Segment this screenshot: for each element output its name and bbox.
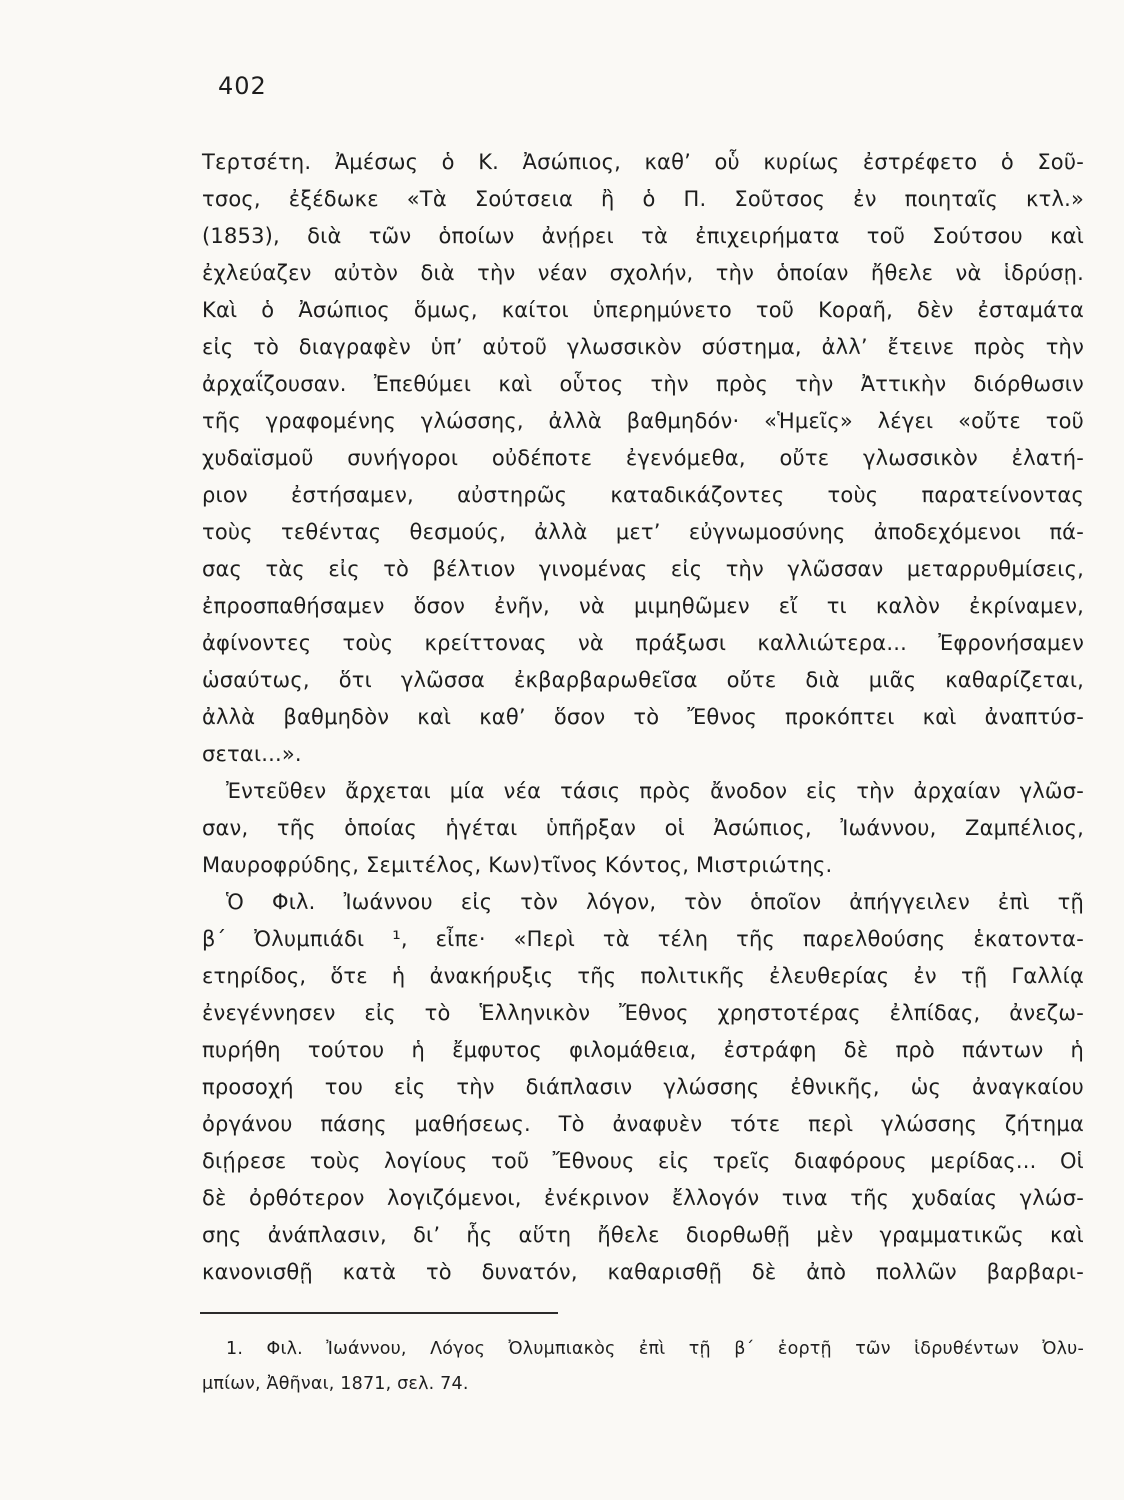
text-line: χυδαϊσμοῦ συνήγοροι οὐδέποτε ἐγενόμεθα, οὔτε γλωσσικὸν ἐλατή-: [202, 446, 1084, 470]
text-line: ἀλλὰ βαθμηδὸν καὶ καθ’ ὅσον τὸ Ἔθνος προκόπτει καὶ ἀναπτύσ-: [202, 705, 1084, 729]
body-text: [202, 144, 1084, 1291]
footnote-line: μπίων, Ἀθῆναι, 1871, σελ. 74.: [202, 1374, 469, 1394]
text-line: σαν, τῆς ὁποίας ἡγέται ὑπῆρξαν οἱ Ἀσώπιος, Ἰωάννου, Ζαμπέλιος,: [202, 816, 1084, 840]
text-line: β΄ Ὀλυμπιάδι ¹, εἶπε· «Περὶ τὰ τέλη τῆς παρελθούσης ἑκατοντα-: [202, 927, 1084, 951]
text-line: (1853), διὰ τῶν ὁποίων ἀνῄρει τὰ ἐπιχειρήματα τοῦ Σούτσου καὶ: [202, 224, 1084, 248]
text-line: ὀργάνου πάσης μαθήσεως. Τὸ ἀναφυὲν τότε περὶ γλώσσης ζήτημα: [202, 1112, 1084, 1136]
text-line: Ὁ Φιλ. Ἰωάννου εἰς τὸν λόγον, τὸν ὁποῖον ἀπήγγειλεν ἐπὶ τῇ: [226, 890, 1084, 914]
text-line: διῄρεσε τοὺς λογίους τοῦ Ἔθνους εἰς τρεῖς διαφόρους μερίδας... Οἱ: [202, 1149, 1084, 1173]
text-line: ἀρχαΐζουσαν. Ἐπεθύμει καὶ οὗτος τὴν πρὸς τὴν Ἀττικὴν διόρθωσιν: [202, 372, 1084, 396]
text-line: ὡσαύτως, ὅτι γλῶσσα ἐκβαρβαρωθεῖσα οὔτε διὰ μιᾶς καθαρίζεται,: [202, 668, 1084, 692]
page-number: 402: [218, 72, 267, 100]
text-line: εἰς τὸ διαγραφὲν ὑπ’ αὐτοῦ γλωσσικὸν σύστημα, ἀλλ’ ἔτεινε πρὸς τὴν: [202, 335, 1084, 359]
footnote: [202, 1332, 1084, 1402]
text-line: ἐνεγέννησεν εἰς τὸ Ἑλληνικὸν Ἔθνος χρηστοτέρας ἐλπίδας, ἀνεζω-: [202, 1001, 1084, 1025]
text-line: ἐπροσπαθήσαμεν ὅσον ἐνῆν, νὰ μιμηθῶμεν εἴ τι καλὸν ἐκρίναμεν,: [202, 594, 1084, 618]
text-line: δὲ ὀρθότερον λογιζόμενοι, ἐνέκρινον ἔλλογόν τινα τῆς χυδαίας γλώσ-: [202, 1186, 1084, 1210]
text-line: Καὶ ὁ Ἀσώπιος ὅμως, καίτοι ὑπερημύνετο τοῦ Κοραῆ, δὲν ἐσταμάτα: [202, 298, 1084, 322]
text-line: ριον ἐστήσαμεν, αὐστηρῶς καταδικάζοντες τοὺς παρατείνοντας: [202, 483, 1084, 507]
footnote-divider: [200, 1312, 558, 1314]
footnote-line: 1. Φιλ. Ἰωάννου, Λόγος Ὀλυμπιακὸς ἐπὶ τῇ β΄ ἑορτῇ τῶν ἱδρυθέντων Ὀλυ-: [226, 1339, 1084, 1359]
text-line: τσος, ἐξέδωκε «Τὰ Σούτσεια ἢ ὁ Π. Σοῦτσος ἐν ποιηταῖς κτλ.»: [202, 187, 1084, 211]
text-line: ετηρίδος, ὅτε ἡ ἀνακήρυξις τῆς πολιτικῆς ἐλευθερίας ἐν τῇ Γαλλίᾳ: [202, 964, 1084, 988]
text-line: Ἐντεῦθεν ἄρχεται μία νέα τάσις πρὸς ἄνοδον εἰς τὴν ἀρχαίαν γλῶσ-: [226, 779, 1084, 803]
text-line: προσοχή του εἰς τὴν διάπλασιν γλώσσης ἐθνικῆς, ὡς ἀναγκαίου: [202, 1075, 1084, 1099]
text-line: πυρήθη τούτου ἡ ἔμφυτος φιλομάθεια, ἐστράφη δὲ πρὸ πάντων ἡ: [202, 1038, 1084, 1062]
text-line: Μαυροφρύδης, Σεμιτέλος, Κων)τῖνος Κόντος, Μιστριώτης.: [202, 853, 833, 877]
text-line: τῆς γραφομένης γλώσσης, ἀλλὰ βαθμηδόν· «Ἡμεῖς» λέγει «οὔτε τοῦ: [202, 409, 1084, 433]
text-line: ἐχλεύαζεν αὐτὸν διὰ τὴν νέαν σχολήν, τὴν ὁποίαν ἤθελε νὰ ἱδρύσῃ.: [202, 261, 1084, 285]
text-line: τοὺς τεθέντας θεσμούς, ἀλλὰ μετ’ εὐγνωμοσύνης ἀποδεχόμενοι πά-: [202, 520, 1084, 544]
text-line: κανονισθῇ κατὰ τὸ δυνατόν, καθαρισθῇ δὲ ἀπὸ πολλῶν βαρβαρι-: [202, 1260, 1084, 1284]
text-line: σης ἀνάπλασιν, δι’ ἧς αὕτη ἤθελε διορθωθῇ μὲν γραμματικῶς καὶ: [202, 1223, 1084, 1247]
text-line: σας τὰς εἰς τὸ βέλτιον γινομένας εἰς τὴν γλῶσσαν μεταρρυθμίσεις,: [202, 557, 1084, 581]
text-line: Τερτσέτη. Ἀμέσως ὁ Κ. Ἀσώπιος, καθ’ οὗ κυρίως ἐστρέφετο ὁ Σοῦ-: [202, 150, 1084, 174]
text-line: ἀφίνοντες τοὺς κρείττονας νὰ πράξωσι καλλιώτερα... Ἐφρονήσαμεν: [202, 631, 1084, 655]
text-line: σεται...».: [202, 742, 302, 766]
